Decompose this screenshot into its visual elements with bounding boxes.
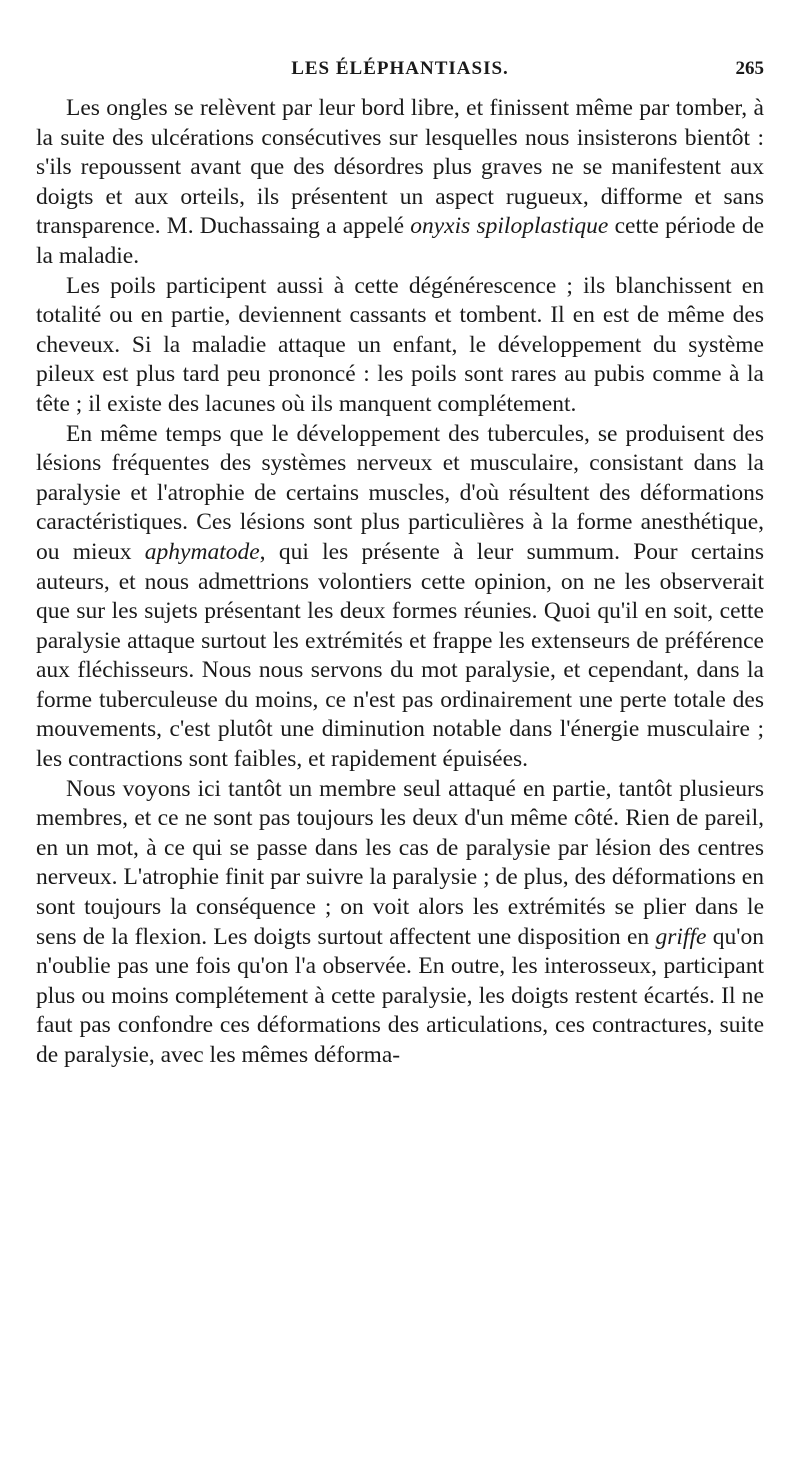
paragraph-1: [36, 94, 764, 272]
paragraph-3-italic-term: aphymatode: [144, 538, 260, 565]
paragraph-3-text-b: , qui les présente à leur summum. Pour certains auteurs, et nous admettrions volontiers cette opinion, on ne les observerait que sur les sujets présentant les deux formes réunies. Quoi qu'il en soit, cette paralysie attaque surtout les extrémités et frappe les extenseurs de préférence aux fléchisseurs. Nous nous servons du mot paralysie, et cependant, dans la forme tuberculeuse du moins, ce n'est pas ordinairement une perte totale des mouvements, c'est plutôt une diminution notable dans l'énergie musculaire ; les contractions sont faibles, et rapidement épuisées.: [36, 538, 764, 773]
paragraph-4-italic-term: griffe: [655, 923, 707, 950]
paragraph-4: [36, 775, 764, 1071]
paragraph-4-text-a: Nous voyons ici tantôt un membre seul attaqué en partie, tantôt plusieurs membres, et ce ne sont pas toujours les deux d'un même côté. Rien de pareil, en un mot, à ce qui se passe dans les cas de paralysie par lésion des centres nerveux. L'atrophie finit par suivre la paralysie ; de plus, des déformations en sont toujours la conséquence ; on voit alors les extrémités se plier dans le sens de la flexion. Les doigts surtout affectent une disposition en: [36, 775, 764, 950]
running-title: LES ÉLÉPHANTIASIS.: [291, 58, 509, 79]
paragraph-1-text-a: Les ongles se relèvent par leur bord libre, et finissent même par tomber, à la suite des ulcérations consécutives sur lesquelles nous insisterons bientôt : s'ils repoussent avant que des désordres plus graves ne se manifestent aux doigts et aux orteils, ils présentent un aspect rugueux, difforme et sans transparence. M. Duchassaing a appelé: [36, 95, 764, 240]
paragraph-3: [36, 420, 764, 775]
body-text: [36, 94, 764, 1071]
paragraph-4-text-b: qu'on n'oublie pas une fois qu'on l'a observée. En outre, les interosseux, participant plus ou moins complétement à cette paralysie, les doigts restent écartés. Il ne faut pas confondre ces déformations des articulations, ces contractures, suite de paralysie, avec les mêmes déforma-: [36, 923, 764, 1068]
page-header: [36, 58, 764, 94]
paragraph-2: Les poils participent aussi à cette dégénérescence ; ils blanchissent en totalité ou en partie, deviennent cassants et tombent. Il en est de même des cheveux. Si la maladie attaque un enfant, le développement du système pileux est plus tard peu prononcé : les poils sont rares au pubis comme à la tête ; il existe des lacunes où ils manquent complétement.: [36, 272, 764, 417]
paragraph-3-text-a: En même temps que le développement des tubercules, se produisent des lésions fréquentes des systèmes nerveux et musculaire, consistant dans la paralysie et l'atrophie de certains muscles, d'où résultent des déformations caractéristiques. Ces lésions sont plus particulières à la forme anesthétique, ou mieux: [36, 420, 764, 565]
paragraph-1-italic-term: onyxis spiloplastique: [410, 213, 609, 240]
page-number: 265: [735, 58, 764, 79]
paragraph-1-text-b: cette période de la maladie.: [36, 213, 764, 269]
